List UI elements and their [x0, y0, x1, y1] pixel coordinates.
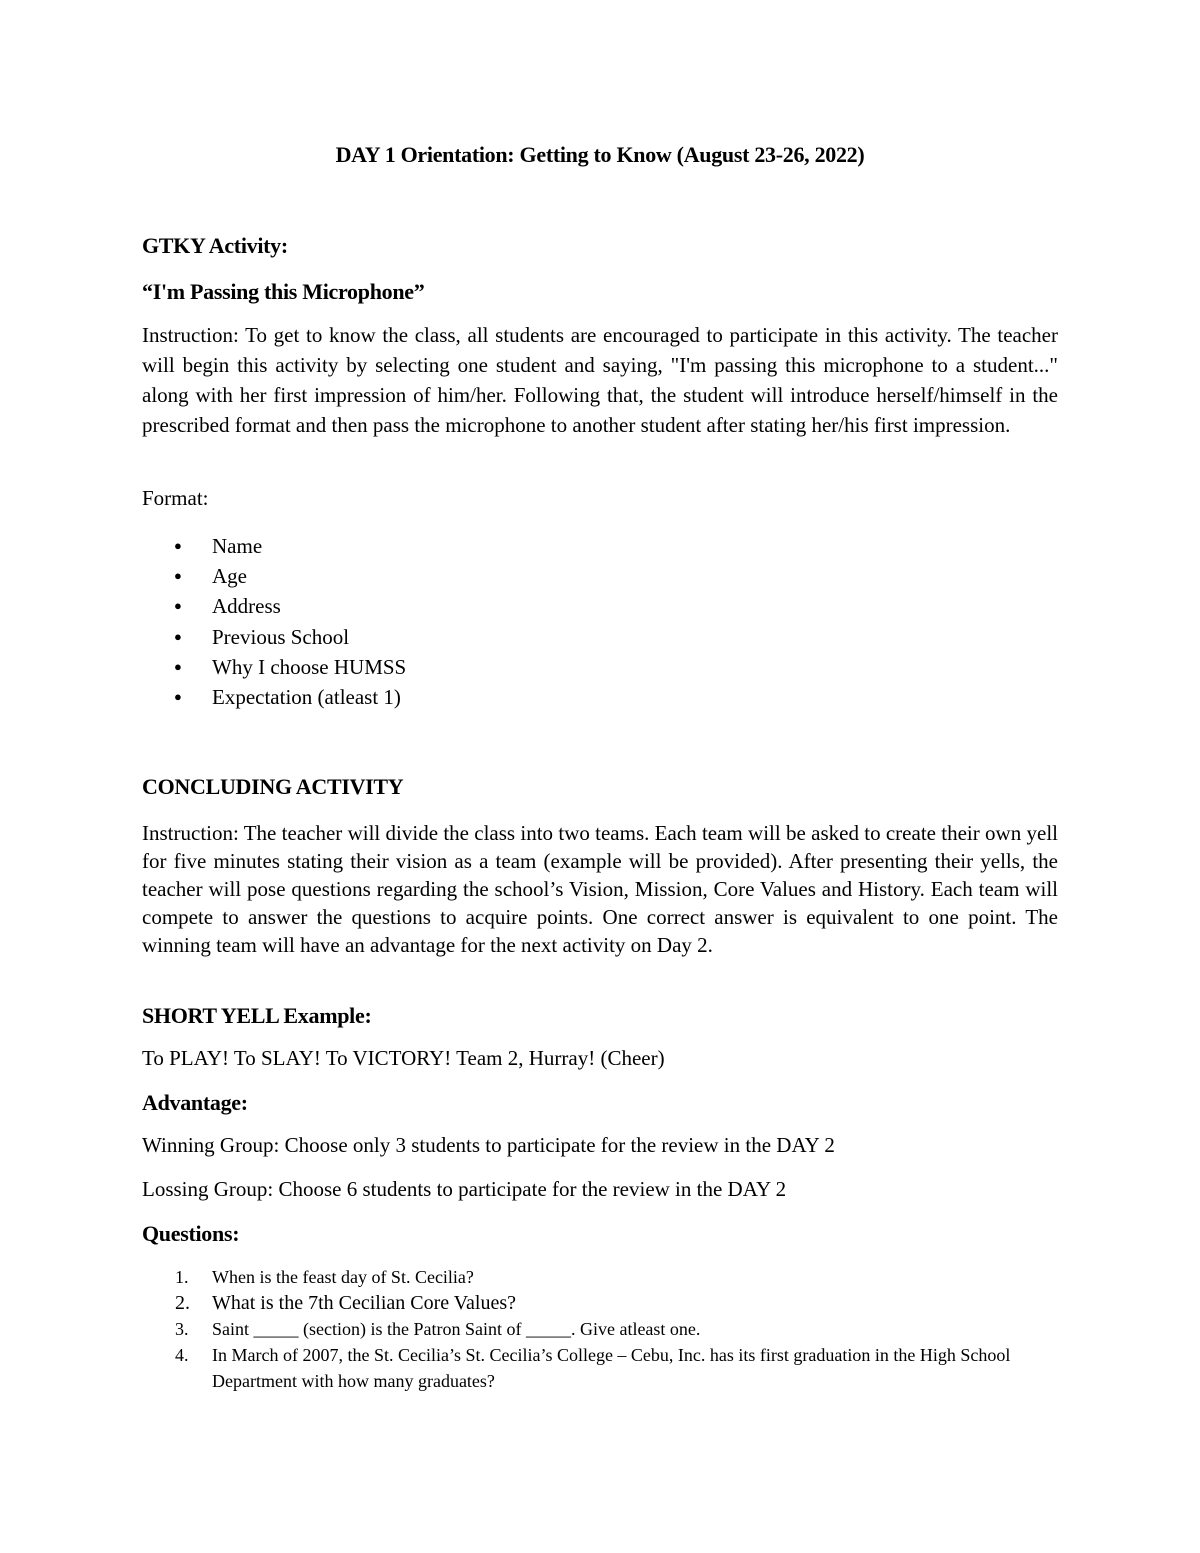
format-item-why-humss: ● Why I choose HUMSS [142, 652, 742, 682]
yell-heading: SHORT YELL Example: [142, 1003, 372, 1028]
question-text: When is the feast day of St. Cecilia? [212, 1267, 474, 1287]
questions-heading: Questions: [142, 1221, 240, 1246]
yell-text: To PLAY! To SLAY! To VICTORY! Team 2, Hurray! (Cheer) [142, 1046, 665, 1070]
question-item [142, 1316, 1058, 1342]
format-item-previous-school: ● Previous School [142, 622, 742, 652]
question-item [142, 1342, 1058, 1394]
format-item-name: ● Name [142, 531, 742, 561]
question-number: 2. [175, 1292, 190, 1314]
format-list [142, 531, 742, 712]
concluding-instruction: Instruction: The teacher will divide the class into two teams. Each team will be asked to create their own yell for five minutes stating their vision as a team (example will be provided). After presenting their yells, the teacher will pose questions regarding the school’s Vision, Mission, Core Values and History. Each team will compete to answer the questions to acquire points. One correct answer is equivalent to one point. The winning team will have an advantage for the next activity on Day 2. [142, 821, 1058, 957]
question-text: In March of 2007, the St. Cecilia’s St. Cecilia’s College – Cebu, Inc. has its first graduation in the High School Department with how many graduates? [212, 1345, 1011, 1391]
advantage-losing: Lossing Group: Choose 6 students to participate for the review in the DAY 2 [142, 1177, 787, 1201]
question-number: 3. [175, 1319, 189, 1339]
concluding-heading: CONCLUDING ACTIVITY [142, 774, 404, 799]
format-item-address: ● Address [142, 591, 742, 621]
question-text: Saint _____ (section) is the Patron Saint of _____. Give atleast one. [212, 1319, 701, 1339]
page-title: DAY 1 Orientation: Getting to Know (August 23-26, 2022) [335, 142, 865, 167]
question-number: 1. [175, 1267, 189, 1287]
format-label: Format: [142, 486, 209, 510]
question-item [142, 1290, 1058, 1316]
advantage-winning: Winning Group: Choose only 3 students to participate for the review in the DAY 2 [142, 1133, 835, 1157]
format-item-expectation: ● Expectation (atleast 1) [142, 682, 742, 712]
question-text: What is the 7th Cecilian Core Values? [212, 1292, 516, 1314]
advantage-heading: Advantage: [142, 1090, 248, 1115]
question-number: 4. [175, 1345, 189, 1365]
questions-list [142, 1264, 1058, 1394]
format-item-age: ● Age [142, 561, 742, 591]
gtky-instruction: Instruction: To get to know the class, all students are encouraged to participate in this activity. The teacher will begin this activity by selecting one student and saying, "I'm passing this microphone to a student..." along with her first impression of him/her. Following that, the student will introduce herself/himself in the prescribed format and then pass the microphone to another student after stating her/his first impression. [142, 323, 1058, 437]
activity-name: “I'm Passing this Microphone” [142, 279, 425, 304]
gtky-heading: GTKY Activity: [142, 233, 288, 258]
question-item [142, 1264, 1058, 1290]
